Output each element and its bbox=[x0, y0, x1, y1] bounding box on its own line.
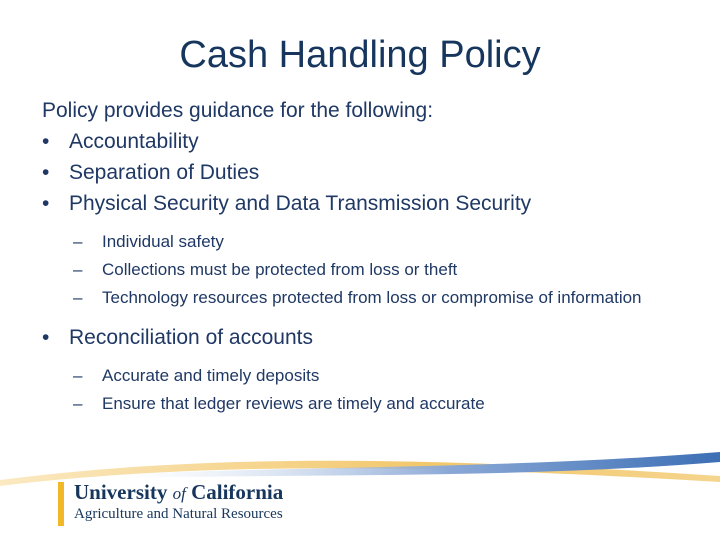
logo-division: Agriculture and Natural Resources bbox=[74, 506, 283, 522]
sub-bullet-item bbox=[42, 284, 682, 312]
sub-bullet-item bbox=[42, 256, 682, 284]
logo-california: California bbox=[191, 480, 284, 504]
sub-bullet-item bbox=[42, 228, 682, 256]
sub-bullet-item bbox=[42, 362, 682, 390]
bullet-item bbox=[42, 322, 682, 353]
slide-body bbox=[42, 95, 682, 418]
intro-text: Policy provides guidance for the following: bbox=[42, 99, 434, 122]
dash-icon: – bbox=[73, 288, 83, 307]
logo-university: University bbox=[74, 480, 168, 504]
bullet-icon: • bbox=[42, 161, 50, 184]
logo-wordmark bbox=[74, 480, 283, 505]
bullet-item bbox=[42, 126, 682, 157]
logo-bar bbox=[58, 482, 64, 526]
bullet-text: Reconciliation of accounts bbox=[69, 326, 313, 349]
bullet-text: Separation of Duties bbox=[69, 161, 260, 184]
sub-bullet-text: Collections must be protected from loss or theft bbox=[102, 260, 458, 279]
bullet-text: Physical Security and Data Transmission Security bbox=[69, 192, 532, 215]
bullet-item bbox=[42, 188, 682, 219]
dash-icon: – bbox=[73, 394, 83, 413]
slide-title: Cash Handling Policy bbox=[179, 34, 541, 76]
sub-bullet-text: Technology resources protected from loss or compromise of information bbox=[102, 288, 642, 307]
dash-icon: – bbox=[73, 232, 83, 251]
sub-bullet-text: Individual safety bbox=[102, 232, 224, 251]
bullet-icon: • bbox=[42, 192, 50, 215]
sub-bullet-item bbox=[42, 390, 682, 418]
bullet-icon: • bbox=[42, 130, 50, 153]
dash-icon: – bbox=[73, 366, 83, 385]
sub-bullet-text: Accurate and timely deposits bbox=[102, 366, 320, 385]
sub-bullet-text: Ensure that ledger reviews are timely and accurate bbox=[102, 394, 485, 413]
logo-of: of bbox=[172, 484, 186, 503]
bullet-text: Accountability bbox=[69, 130, 199, 153]
bullet-icon: • bbox=[42, 326, 50, 349]
bullet-item bbox=[42, 157, 682, 188]
dash-icon: – bbox=[73, 260, 83, 279]
